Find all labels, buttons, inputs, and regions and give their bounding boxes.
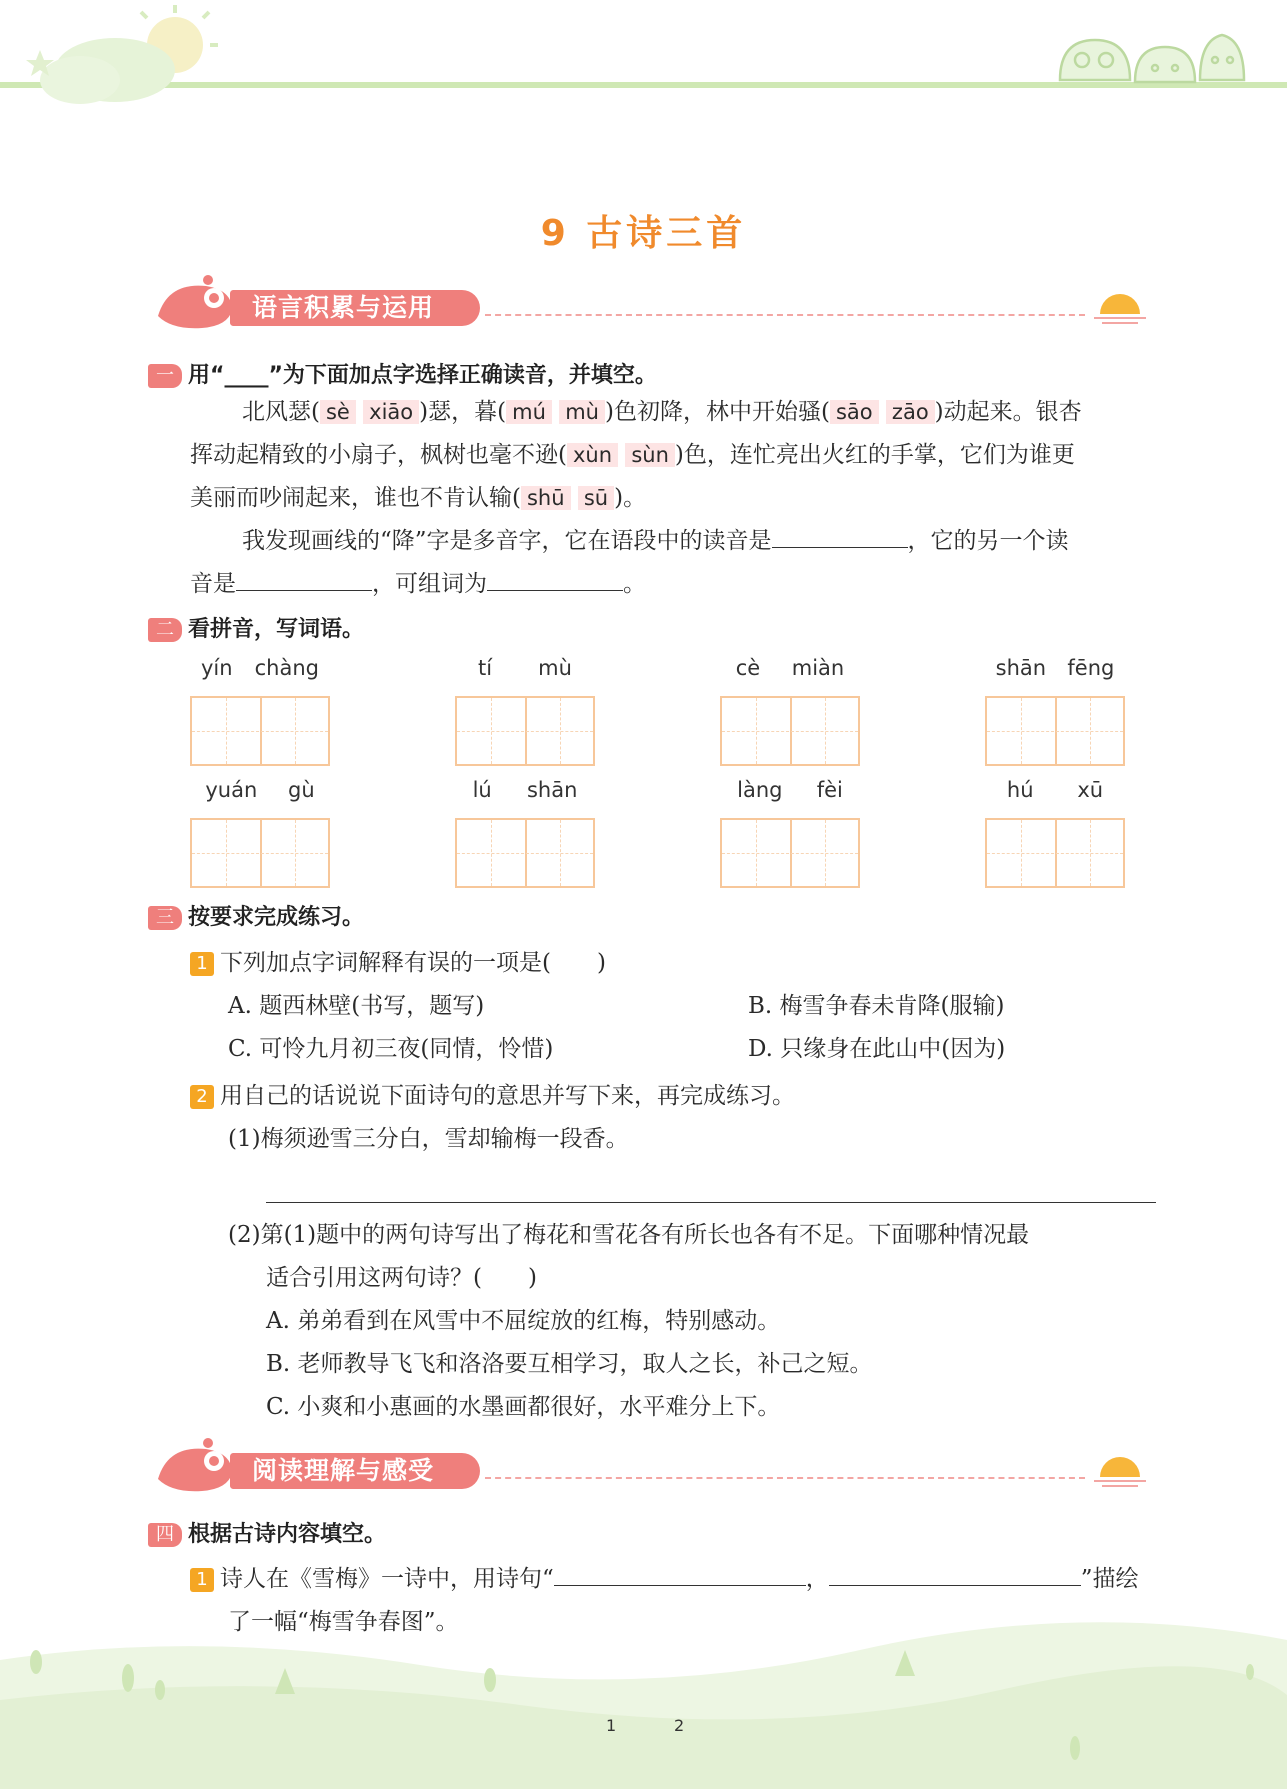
option-d[interactable]: D. 只缘身在此山中(因为) bbox=[748, 1036, 1006, 1062]
character-grid[interactable] bbox=[720, 696, 860, 766]
sunset-icon bbox=[1090, 286, 1150, 330]
lesson-title: 9 古诗三首 bbox=[540, 213, 747, 254]
section-banner-2 bbox=[80, 1449, 1180, 1495]
pinyin-syllable: xū bbox=[1077, 778, 1104, 802]
q4-subquestion-1-cont: 了一幅“梅雪争春图”。 bbox=[228, 1609, 459, 1635]
pinyin-label bbox=[190, 778, 330, 808]
answer-blank[interactable] bbox=[829, 1561, 1081, 1586]
character-grid[interactable] bbox=[190, 696, 330, 766]
question-number: 一 bbox=[148, 364, 182, 388]
pinyin-syllable: gù bbox=[288, 778, 315, 802]
pinyin-syllable: fēng bbox=[1067, 656, 1115, 680]
part-2-prompt: (2)第(1)题中的两句诗写出了梅花和雪花各有所长也各有不足。下面哪种情况最 bbox=[228, 1222, 1030, 1248]
option-b[interactable]: B. 梅雪争春未肯降(服输) bbox=[748, 993, 1005, 1019]
subquestion-number: 2 bbox=[190, 1085, 214, 1109]
sunset-icon bbox=[1090, 1449, 1150, 1493]
pinyin-syllable: chàng bbox=[254, 656, 319, 680]
question-title: 按要求完成练习。 bbox=[188, 905, 365, 930]
answer-blank[interactable] bbox=[236, 566, 372, 591]
pinyin-label bbox=[985, 778, 1125, 808]
option-c[interactable]: C. 可怜九月初三夜(同情，怜惜) bbox=[228, 1036, 554, 1062]
question-3 bbox=[148, 898, 364, 937]
character-grid[interactable] bbox=[455, 696, 595, 766]
passage-line-5: 音是 ，可组词为 。 bbox=[190, 565, 646, 603]
word-item bbox=[455, 778, 595, 888]
passage-line-4: 我发现画线的“降”字是多音字，它在语段中的读音是 ，它的另一个读 bbox=[242, 522, 1069, 560]
question-number: 四 bbox=[148, 1523, 182, 1547]
character-grid[interactable] bbox=[985, 818, 1125, 888]
section-title: 语言积累与运用 bbox=[230, 290, 480, 326]
pinyin-syllable: làng bbox=[737, 778, 783, 802]
pinyin-label bbox=[190, 656, 330, 686]
whale-icon bbox=[150, 1437, 240, 1497]
question-title: 根据古诗内容填空。 bbox=[188, 1522, 387, 1547]
pinyin-label bbox=[455, 778, 595, 808]
pinyin-syllable: yín bbox=[201, 656, 233, 680]
pinyin-syllable: mù bbox=[538, 656, 572, 680]
question-4 bbox=[148, 1515, 386, 1554]
animal-faces-decoration bbox=[1050, 20, 1250, 90]
passage-line-1: 北风瑟( sè xiāo )瑟，暮( mú mù )色初降，林中开始骚( sāo zāo )动起来。银杏 bbox=[242, 399, 1082, 425]
banner-dashed-rule bbox=[485, 314, 1085, 316]
pinyin-syllable: shān bbox=[995, 656, 1047, 680]
banner-dashed-rule bbox=[485, 1477, 1085, 1479]
page-number-right: 2 bbox=[674, 1716, 685, 1735]
pinyin-label bbox=[455, 656, 595, 686]
word-item bbox=[190, 656, 330, 766]
subquestion-1: 1 下列加点字词解释有误的一项是( ) bbox=[190, 944, 606, 982]
subquestion-number: 1 bbox=[190, 952, 214, 976]
question-number: 三 bbox=[148, 906, 182, 930]
pinyin-label bbox=[720, 656, 860, 686]
option-c[interactable]: C. 小爽和小惠画的水墨画都很好，水平难分上下。 bbox=[266, 1394, 781, 1420]
pinyin-syllable: shān bbox=[526, 778, 578, 802]
page-number-left: 1 bbox=[606, 1716, 617, 1735]
pinyin-syllable: cè bbox=[735, 656, 761, 680]
subquestion-2: 2 用自己的话说说下面诗句的意思并写下来，再完成练习。 bbox=[190, 1077, 795, 1115]
question-2 bbox=[148, 610, 364, 649]
option-a[interactable]: A. 弟弟看到在风雪中不屈绽放的红梅，特别感动。 bbox=[266, 1308, 781, 1334]
section-banner-1 bbox=[80, 286, 1180, 332]
hills-decoration bbox=[0, 1620, 1287, 1789]
answer-blank[interactable] bbox=[487, 566, 623, 591]
question-1 bbox=[148, 356, 657, 395]
question-title: 看拼音，写词语。 bbox=[188, 617, 365, 642]
pinyin-syllable: lú bbox=[472, 778, 492, 802]
answer-blank[interactable] bbox=[554, 1561, 806, 1586]
character-grid[interactable] bbox=[720, 818, 860, 888]
character-grid[interactable] bbox=[190, 818, 330, 888]
pinyin-syllable: hú bbox=[1006, 778, 1034, 802]
whale-icon bbox=[150, 274, 240, 334]
word-item bbox=[455, 656, 595, 766]
pinyin-label bbox=[985, 656, 1125, 686]
question-number: 二 bbox=[148, 618, 182, 642]
word-item bbox=[190, 778, 330, 888]
word-item bbox=[985, 778, 1125, 888]
section-title: 阅读理解与感受 bbox=[230, 1453, 480, 1489]
pinyin-label bbox=[720, 778, 860, 808]
answer-line[interactable] bbox=[266, 1202, 1156, 1203]
word-item bbox=[720, 778, 860, 888]
cloud-sun-decoration bbox=[20, 0, 220, 110]
word-item bbox=[985, 656, 1125, 766]
question-title: 用“____”为下面加点字选择正确读音，并填空。 bbox=[188, 363, 657, 388]
pinyin-syllable: yuán bbox=[205, 778, 258, 802]
passage-line-2: 挥动起精致的小扇子，枫树也毫不逊( xùn sùn )色，连忙亮出火红的手掌，它们为谁更 bbox=[190, 442, 1075, 468]
q4-subquestion-1: 1 诗人在《雪梅》一诗中，用诗句“ ， ”描绘 bbox=[190, 1560, 1139, 1598]
pinyin-syllable: miàn bbox=[791, 656, 845, 680]
word-item bbox=[720, 656, 860, 766]
answer-blank[interactable] bbox=[772, 523, 908, 548]
character-grid[interactable] bbox=[985, 696, 1125, 766]
poem-line: (1)梅须逊雪三分白，雪却输梅一段香。 bbox=[228, 1126, 629, 1152]
character-grid[interactable] bbox=[455, 818, 595, 888]
passage-line-3: 美丽而吵闹起来，谁也不肯认输( shū sū )。 bbox=[190, 485, 647, 511]
subquestion-number: 1 bbox=[190, 1568, 214, 1592]
part-2-prompt-cont: 适合引用这两句诗？( ) bbox=[266, 1265, 537, 1291]
option-b[interactable]: B. 老师教导飞飞和洛洛要互相学习，取人之长，补己之短。 bbox=[266, 1351, 873, 1377]
option-a[interactable]: A. 题西林壁(书写，题写) bbox=[228, 993, 485, 1019]
pinyin-syllable: tí bbox=[478, 656, 493, 680]
pinyin-syllable: fèi bbox=[816, 778, 843, 802]
